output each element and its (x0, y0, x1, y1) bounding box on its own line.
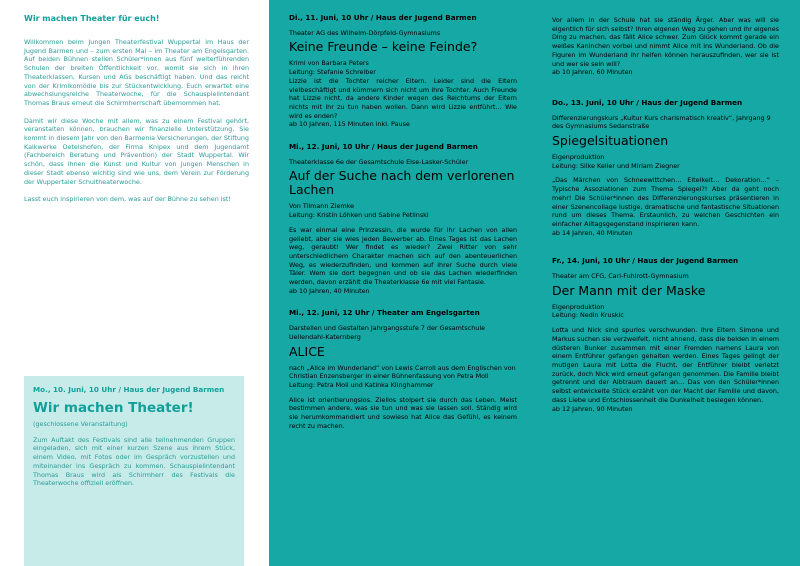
event-title: Keine Freunde – keine Feinde? (289, 39, 478, 55)
program-column-1 (289, 14, 517, 445)
event-credit: Eigenproduktion (552, 302, 605, 311)
event-meta: ab 10 Jahren, 115 Minuten inkl. Pause (289, 120, 410, 129)
left-panel (0, 0, 269, 566)
event-date: Do., 13. Juni, 10 Uhr / Haus der Jugend Barmen (552, 97, 743, 107)
intro-title: Wir machen Theater für euch! (24, 14, 160, 23)
intro-text (24, 38, 249, 213)
event-title: ALICE (289, 343, 325, 359)
event-credit: Eigenproduktion (552, 153, 605, 162)
event-entry (289, 143, 517, 295)
event-leader: Leitung: Kristin Löhken und Sabine Petlinski (289, 211, 429, 220)
event-group: Theater AG des Wilhelm-Dörpfeld-Gymnasiums (289, 28, 441, 37)
event-note: (geschlossene Veranstaltung) (33, 420, 128, 428)
event-title: Spiegelsituationen (552, 133, 669, 149)
event-description: Es war einmal eine Prinzessin, die wurde für ihr Lachen von allen geliebt, aber sie wies jeden Bewerber ab. Eines Tages ist das Lachen weg, geraubt! Wer findet es wieder? Zwei Ritter von sehr unterschiedlichem Charakter machen sich auf den abenteuerlichen Weg, es wiederzufinden, und kommen auf ihrer Suche durch viele Täler. Wem sie dort begegnen und ob sie das Lachen wiederfinden werden, davon erzählt die Theaterklasse 6e mit viel Fantasie. (289, 225, 517, 287)
event-meta: ab 14 Jahren, 40 Minuten (552, 228, 633, 237)
event-credit: Von Tilmann Ziemke (289, 202, 355, 211)
event-credit: Krimi von Barbara Peters (289, 59, 369, 68)
event-entry-continued (552, 16, 779, 77)
event-date: Di., 11. Juni, 10 Uhr / Haus der Jugend Barmen (289, 13, 477, 22)
event-leader: Leitung: Silke Keller und Miriam Ziegner (552, 161, 680, 170)
event-description: Zum Auftakt des Festivals sind alle teilnehmenden Gruppen eingeladen, sich mit einer kurzen Szene aus ihrem Stück, einem Video, mit Fotos oder im Gespräch vorzustellen und miteinander ins Gespräch zu kommen. Schauspielintendant Thomas Braus wird als Schirmherr des Festivals die Theaterwoche offiziell eröffnen. (33, 435, 235, 488)
event-entry (289, 14, 517, 129)
event-entry (289, 309, 517, 430)
event-meta: ab 12 Jahren, 90 Minuten (552, 404, 633, 413)
event-title: Der Mann mit der Maske (552, 282, 706, 298)
event-credit: nach „Alice im Wunderland“ von Lewis Carroll aus dem Englischen von Christian Enzensberger in einer Bühnenfassung von Petra Moll (289, 363, 516, 381)
event-description: „Das Märchen von Schneewittchen… Eitelkeit… Dekoration…“ – Typische Assoziationen zum Thema Spiegel?! Aber da geht noch mehr! Die Schüler*innen des Differenzierungskurses präsentieren in einer Szenencollage lustige, dramatische und fantastische Situationen rund um dieses Thema. Erstaunlich, zu welchen Geschichten ein einfacher Alltagsgegenstand inspirieren kann. (552, 176, 779, 228)
event-leader: Leitung: Stefanie Schreiber (289, 68, 376, 77)
event-group: Darstellen und Gestalten Jahrgangsstufe 7 der Gesamtschule Uellendahl-Katernberg (289, 324, 486, 341)
event-date: Fr., 14. Juni, 10 Uhr / Haus der Jugend Barmen (552, 256, 739, 266)
event-description: Lizzie ist die Tochter reicher Eltern. Leider sind die Eltern vielbeschäftigt und kümmern sich nicht um ihre Tochter. Auch Freunde hat Lizzie nicht, da andere Kinder wegen des Reichtums der Eltern nichts mit ihr zu tun haben wollen. Dann wird Lizzie entführt… Wie wird es enden? (289, 76, 517, 120)
event-description: Alice ist orientierungslos. Ziellos stolpert sie durch das Leben. Meist bestimmen andere, was sie tun und was sie lassen soll. Ständig wird sie herumkommandiert und sowieso hat Alice das Gefühl, es keinem recht zu machen. (289, 395, 517, 430)
event-meta: ab 10 Jahren, 60 Minuten (552, 68, 633, 77)
event-group: Theater am CFG, Carl-Fuhlrott-Gymnasium (552, 272, 689, 281)
program-column-2 (552, 16, 779, 427)
event-entry (552, 257, 779, 413)
intro-paragraph: Willkommen beim Jungen Theaterfestival Wuppertal im Haus der Jugend Barmen und – zum ersten Mal – im Theater am Engelsgarten. Auf beiden Bühnen stellen Schüler*innen aus fünf weiterführenden Schulen der breiten Öffentlichkeit vor, womit sie sich in ihren Theaterklassen, Kursen und AGs beschäftigt haben. Und das reicht von der Krimikomödie bis zur Stückentwicklung. Euch erwartet eine abwechslungsreiche Theaterwoche, für die Schauspielintendant Thomas Braus erneut die Schirmherrschaft übernommen hat. (24, 38, 249, 107)
event-title: Wir machen Theater! (33, 400, 194, 416)
opening-event-box (24, 376, 244, 566)
event-date: Mi., 12. Juni, 10 Uhr / Haus der Jugend Barmen (289, 142, 478, 152)
event-group: Differenzierungskurs „Kultur Kurs charismatisch kreativ“, Jahrgang 9 des Gymnasiums Sedanstraße (552, 113, 771, 131)
event-leader: Leitung: Petra Moll und Katinka Klinghammer (289, 380, 434, 389)
event-date: Mi., 12. Juni, 12 Uhr / Theater am Engelsgarten (289, 308, 480, 318)
intro-paragraph: Lasst euch inspirieren von dem, was auf der Bühne zu sehen ist! (24, 195, 231, 204)
event-description: Vor allem in der Schule hat sie ständig Ärger. Aber was will sie eigentlich für sich selbst? Ihren eigenen Weg zu gehen und ihr eigenes Ding zu machen, das fällt Alice schwer. Zum Glück kommt gerade ein weißes Kaninchen vorbei und nimmt Alice mit ins Wunderland. Ob die Figuren im Wunderland ihr helfen können herauszufinden, wer sie ist und wer sie sein will? (552, 16, 779, 68)
event-meta: ab 10 Jahren, 40 Minuten (289, 286, 370, 295)
event-title: Auf der Suche nach dem verlorenen Lachen (289, 168, 515, 198)
event-entry (552, 99, 779, 237)
intro-paragraph: Damit wir diese Woche mit allem, was zu einem Festival gehört, veranstalten können, brauchen wir finanzielle Unterstützung. Sie kommt in diesem Jahr von den Barmenia Versicherungen, der Stiftung Kalkwerke Oetelshofen, der Firma Knipex und dem Jugendamt (Fachbereich Beratung und Prävention) der Stadt Wuppertal. Wir schön, dass ihnen die Kunst und Kultur von jungen Menschen in dieser Stadt ebenso wichtig sind wie uns, dem Verein zur Förderung der Wuppertaler Schultheaterwoche. (24, 116, 249, 186)
event-group: Theaterklasse 6e der Gesamtschule Else-Lasker-Schüler (289, 157, 469, 166)
event-leader: Leitung: Nedin Kruskic (552, 311, 624, 320)
event-date: Mo., 10. Juni, 10 Uhr / Haus der Jugend Barmen (33, 385, 225, 394)
event-description: Lotta und Nick sind spurlos verschwunden. Ihre Eltern Simone und Markus suchen sie verzweifelt, nicht ahnend, dass die beiden in einem düsteren Bunker zusammen mit einer Fremden namens Laura von einem Entführer gefangen gehalten werden. Eines Tages gelingt der mutigen Laura mit Lotta die Flucht, der Entführer bleibt verletzt zurück, doch Nick wird erneut gefangen genommen. Die Familie bleibt getrennt und der Albtraum dauert an… Das von den Schüler*innen selbst entwickelte Stück erzählt von der Macht der Familie und davon, dass Liebe und Entschlossenheit die Dunkelheit besiegen können. (552, 326, 779, 404)
